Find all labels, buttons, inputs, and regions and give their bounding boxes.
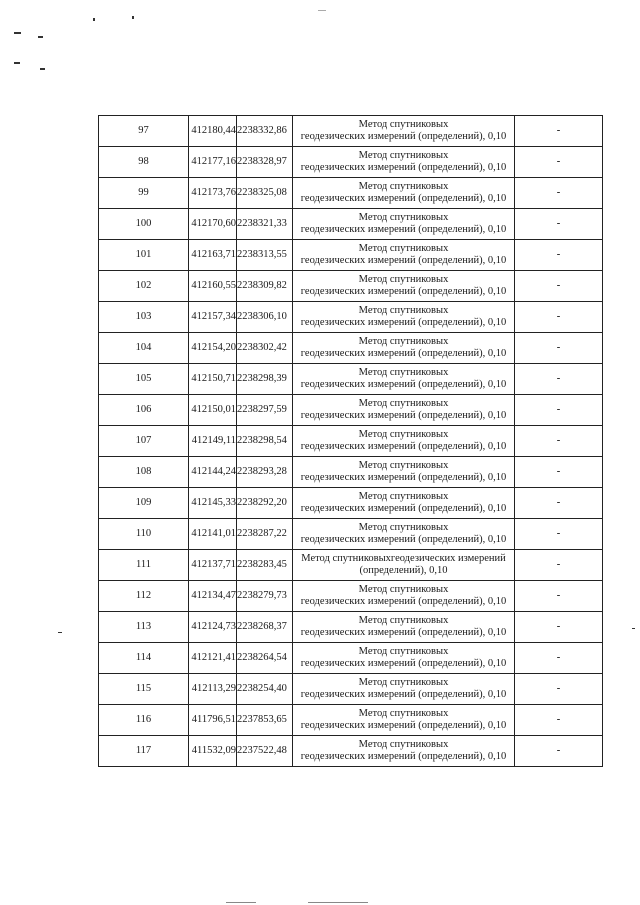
x-coordinate-cell: 412137,71 bbox=[189, 550, 237, 581]
method-line-2: геодезических измерений (определений), 0,10 bbox=[300, 317, 507, 328]
scan-speck bbox=[58, 632, 62, 633]
method-line-2: геодезических измерений (определений), 0,10 bbox=[300, 162, 507, 173]
scan-speck bbox=[93, 18, 95, 21]
scan-speck bbox=[318, 10, 326, 11]
method-line-1: Метод спутниковых bbox=[358, 119, 449, 130]
point-number-cell: 115 bbox=[99, 674, 189, 705]
x-coordinate-cell: 412170,60 bbox=[189, 209, 237, 240]
table-row bbox=[99, 488, 603, 519]
method-line-1: Метод спутниковых bbox=[358, 150, 449, 161]
x-coordinate-cell: 412121,41 bbox=[189, 643, 237, 674]
scan-speck bbox=[132, 16, 134, 19]
method-cell bbox=[293, 519, 515, 550]
x-coordinate-cell: 412180,44 bbox=[189, 116, 237, 147]
method-line-1: Метод спутниковых bbox=[358, 739, 449, 750]
description-cell: - bbox=[515, 302, 603, 333]
point-number-cell: 106 bbox=[99, 395, 189, 426]
x-coordinate-cell: 412157,34 bbox=[189, 302, 237, 333]
method-line-2: геодезических измерений (определений), 0,10 bbox=[300, 534, 507, 545]
method-cell bbox=[293, 147, 515, 178]
method-line-2: геодезических измерений (определений), 0,10 bbox=[300, 193, 507, 204]
table-row bbox=[99, 209, 603, 240]
method-line-2: геодезических измерений (определений), 0,10 bbox=[300, 131, 507, 142]
y-coordinate-cell: 2238293,28 bbox=[237, 457, 293, 488]
table-row bbox=[99, 581, 603, 612]
description-cell: - bbox=[515, 333, 603, 364]
method-line-2: геодезических измерений (определений), 0,10 bbox=[300, 472, 507, 483]
scan-speck bbox=[632, 628, 635, 629]
x-coordinate-cell: 412160,55 bbox=[189, 271, 237, 302]
x-coordinate-cell: 412149,11 bbox=[189, 426, 237, 457]
point-number-cell: 102 bbox=[99, 271, 189, 302]
description-cell: - bbox=[515, 426, 603, 457]
y-coordinate-cell: 2237853,65 bbox=[237, 705, 293, 736]
x-coordinate-cell: 412141,01 bbox=[189, 519, 237, 550]
y-coordinate-cell: 2238287,22 bbox=[237, 519, 293, 550]
y-coordinate-cell: 2238297,59 bbox=[237, 395, 293, 426]
x-coordinate-cell: 412145,33 bbox=[189, 488, 237, 519]
point-number-cell: 101 bbox=[99, 240, 189, 271]
description-cell: - bbox=[515, 395, 603, 426]
table-row bbox=[99, 147, 603, 178]
method-cell bbox=[293, 178, 515, 209]
method-line-1: Метод спутниковых bbox=[358, 429, 449, 440]
method-line-2: геодезических измерений (определений), 0,10 bbox=[300, 224, 507, 235]
method-line-2: геодезических измерений (определений), 0,10 bbox=[300, 720, 507, 731]
description-cell: - bbox=[515, 643, 603, 674]
description-cell: - bbox=[515, 147, 603, 178]
method-line-1: Метод спутниковых bbox=[358, 336, 449, 347]
point-number-cell: 108 bbox=[99, 457, 189, 488]
point-number-cell: 97 bbox=[99, 116, 189, 147]
point-number-cell: 111 bbox=[99, 550, 189, 581]
method-line-2: геодезических измерений (определений), 0,10 bbox=[300, 658, 507, 669]
y-coordinate-cell: 2238325,08 bbox=[237, 178, 293, 209]
description-cell: - bbox=[515, 457, 603, 488]
description-cell: - bbox=[515, 736, 603, 767]
table-row bbox=[99, 519, 603, 550]
x-coordinate-cell: 412113,29 bbox=[189, 674, 237, 705]
table-row bbox=[99, 426, 603, 457]
x-coordinate-cell: 412177,16 bbox=[189, 147, 237, 178]
description-cell: - bbox=[515, 705, 603, 736]
point-number-cell: 109 bbox=[99, 488, 189, 519]
method-cell bbox=[293, 550, 515, 581]
method-cell bbox=[293, 488, 515, 519]
y-coordinate-cell: 2238283,45 bbox=[237, 550, 293, 581]
y-coordinate-cell: 2238328,97 bbox=[237, 147, 293, 178]
method-line-1: Метод спутниковыхгеодезических измерений bbox=[301, 553, 506, 564]
description-cell: - bbox=[515, 550, 603, 581]
method-line-1: Метод спутниковых bbox=[358, 212, 449, 223]
y-coordinate-cell: 2237522,48 bbox=[237, 736, 293, 767]
table-row bbox=[99, 674, 603, 705]
point-number-cell: 98 bbox=[99, 147, 189, 178]
scan-speck bbox=[14, 32, 21, 34]
y-coordinate-cell: 2238321,33 bbox=[237, 209, 293, 240]
x-coordinate-cell: 412134,47 bbox=[189, 581, 237, 612]
scan-speck bbox=[38, 36, 43, 38]
x-coordinate-cell: 412150,01 bbox=[189, 395, 237, 426]
y-coordinate-cell: 2238309,82 bbox=[237, 271, 293, 302]
point-number-cell: 107 bbox=[99, 426, 189, 457]
point-number-cell: 110 bbox=[99, 519, 189, 550]
table-row bbox=[99, 116, 603, 147]
scan-speck bbox=[40, 68, 45, 70]
point-number-cell: 103 bbox=[99, 302, 189, 333]
method-line-2: геодезических измерений (определений), 0,10 bbox=[300, 348, 507, 359]
coordinates-table bbox=[98, 115, 603, 767]
method-cell bbox=[293, 705, 515, 736]
coordinates-table-body bbox=[99, 116, 603, 767]
y-coordinate-cell: 2238306,10 bbox=[237, 302, 293, 333]
table-row bbox=[99, 550, 603, 581]
x-coordinate-cell: 412163,71 bbox=[189, 240, 237, 271]
point-number-cell: 117 bbox=[99, 736, 189, 767]
table-row bbox=[99, 736, 603, 767]
method-line-1: Метод спутниковых bbox=[358, 460, 449, 471]
point-number-cell: 104 bbox=[99, 333, 189, 364]
description-cell: - bbox=[515, 581, 603, 612]
method-line-2: (определений), 0,10 bbox=[359, 565, 448, 576]
scan-speck bbox=[14, 62, 20, 64]
method-line-2: геодезических измерений (определений), 0,10 bbox=[300, 441, 507, 452]
method-cell bbox=[293, 426, 515, 457]
y-coordinate-cell: 2238254,40 bbox=[237, 674, 293, 705]
method-cell bbox=[293, 457, 515, 488]
x-coordinate-cell: 412154,20 bbox=[189, 333, 237, 364]
y-coordinate-cell: 2238302,42 bbox=[237, 333, 293, 364]
method-line-1: Метод спутниковых bbox=[358, 708, 449, 719]
method-cell bbox=[293, 674, 515, 705]
method-cell bbox=[293, 364, 515, 395]
description-cell: - bbox=[515, 364, 603, 395]
y-coordinate-cell: 2238264,54 bbox=[237, 643, 293, 674]
description-cell: - bbox=[515, 271, 603, 302]
table-row bbox=[99, 457, 603, 488]
point-number-cell: 112 bbox=[99, 581, 189, 612]
method-line-2: геодезических измерений (определений), 0,10 bbox=[300, 689, 507, 700]
method-line-1: Метод спутниковых bbox=[358, 274, 449, 285]
method-line-2: геодезических измерений (определений), 0,10 bbox=[300, 503, 507, 514]
method-line-1: Метод спутниковых bbox=[358, 305, 449, 316]
table-row bbox=[99, 612, 603, 643]
description-cell: - bbox=[515, 674, 603, 705]
scan-speck bbox=[226, 902, 256, 903]
x-coordinate-cell: 412124,73 bbox=[189, 612, 237, 643]
method-line-1: Метод спутниковых bbox=[358, 367, 449, 378]
method-cell bbox=[293, 302, 515, 333]
method-line-2: геодезических измерений (определений), 0,10 bbox=[300, 410, 507, 421]
method-cell bbox=[293, 581, 515, 612]
method-line-1: Метод спутниковых bbox=[358, 522, 449, 533]
x-coordinate-cell: 412150,71 bbox=[189, 364, 237, 395]
table-row bbox=[99, 271, 603, 302]
table-row bbox=[99, 333, 603, 364]
method-line-1: Метод спутниковых bbox=[358, 243, 449, 254]
table-row bbox=[99, 705, 603, 736]
point-number-cell: 116 bbox=[99, 705, 189, 736]
x-coordinate-cell: 412144,24 bbox=[189, 457, 237, 488]
description-cell: - bbox=[515, 488, 603, 519]
point-number-cell: 105 bbox=[99, 364, 189, 395]
method-cell bbox=[293, 116, 515, 147]
table-row bbox=[99, 364, 603, 395]
y-coordinate-cell: 2238298,54 bbox=[237, 426, 293, 457]
method-cell bbox=[293, 333, 515, 364]
point-number-cell: 99 bbox=[99, 178, 189, 209]
table-row bbox=[99, 178, 603, 209]
y-coordinate-cell: 2238279,73 bbox=[237, 581, 293, 612]
description-cell: - bbox=[515, 116, 603, 147]
method-line-1: Метод спутниковых bbox=[358, 584, 449, 595]
method-line-2: геодезических измерений (определений), 0,10 bbox=[300, 596, 507, 607]
table-row bbox=[99, 240, 603, 271]
method-cell bbox=[293, 240, 515, 271]
method-line-1: Метод спутниковых bbox=[358, 646, 449, 657]
x-coordinate-cell: 411796,51 bbox=[189, 705, 237, 736]
description-cell: - bbox=[515, 612, 603, 643]
method-cell bbox=[293, 736, 515, 767]
table-row bbox=[99, 302, 603, 333]
y-coordinate-cell: 2238332,86 bbox=[237, 116, 293, 147]
method-cell bbox=[293, 209, 515, 240]
x-coordinate-cell: 412173,76 bbox=[189, 178, 237, 209]
method-cell bbox=[293, 612, 515, 643]
y-coordinate-cell: 2238292,20 bbox=[237, 488, 293, 519]
method-line-1: Метод спутниковых bbox=[358, 181, 449, 192]
method-line-1: Метод спутниковых bbox=[358, 615, 449, 626]
point-number-cell: 114 bbox=[99, 643, 189, 674]
method-line-2: геодезических измерений (определений), 0,10 bbox=[300, 627, 507, 638]
method-line-1: Метод спутниковых bbox=[358, 398, 449, 409]
y-coordinate-cell: 2238313,55 bbox=[237, 240, 293, 271]
description-cell: - bbox=[515, 240, 603, 271]
description-cell: - bbox=[515, 519, 603, 550]
x-coordinate-cell: 411532,09 bbox=[189, 736, 237, 767]
table-row bbox=[99, 395, 603, 426]
method-line-2: геодезических измерений (определений), 0,10 bbox=[300, 255, 507, 266]
table-row bbox=[99, 643, 603, 674]
method-line-1: Метод спутниковых bbox=[358, 491, 449, 502]
y-coordinate-cell: 2238298,39 bbox=[237, 364, 293, 395]
method-line-2: геодезических измерений (определений), 0,10 bbox=[300, 751, 507, 762]
description-cell: - bbox=[515, 178, 603, 209]
method-line-2: геодезических измерений (определений), 0,10 bbox=[300, 379, 507, 390]
point-number-cell: 113 bbox=[99, 612, 189, 643]
method-cell bbox=[293, 271, 515, 302]
method-cell bbox=[293, 395, 515, 426]
y-coordinate-cell: 2238268,37 bbox=[237, 612, 293, 643]
method-line-1: Метод спутниковых bbox=[358, 677, 449, 688]
point-number-cell: 100 bbox=[99, 209, 189, 240]
description-cell: - bbox=[515, 209, 603, 240]
method-line-2: геодезических измерений (определений), 0,10 bbox=[300, 286, 507, 297]
scan-speck bbox=[308, 902, 368, 903]
method-cell bbox=[293, 643, 515, 674]
